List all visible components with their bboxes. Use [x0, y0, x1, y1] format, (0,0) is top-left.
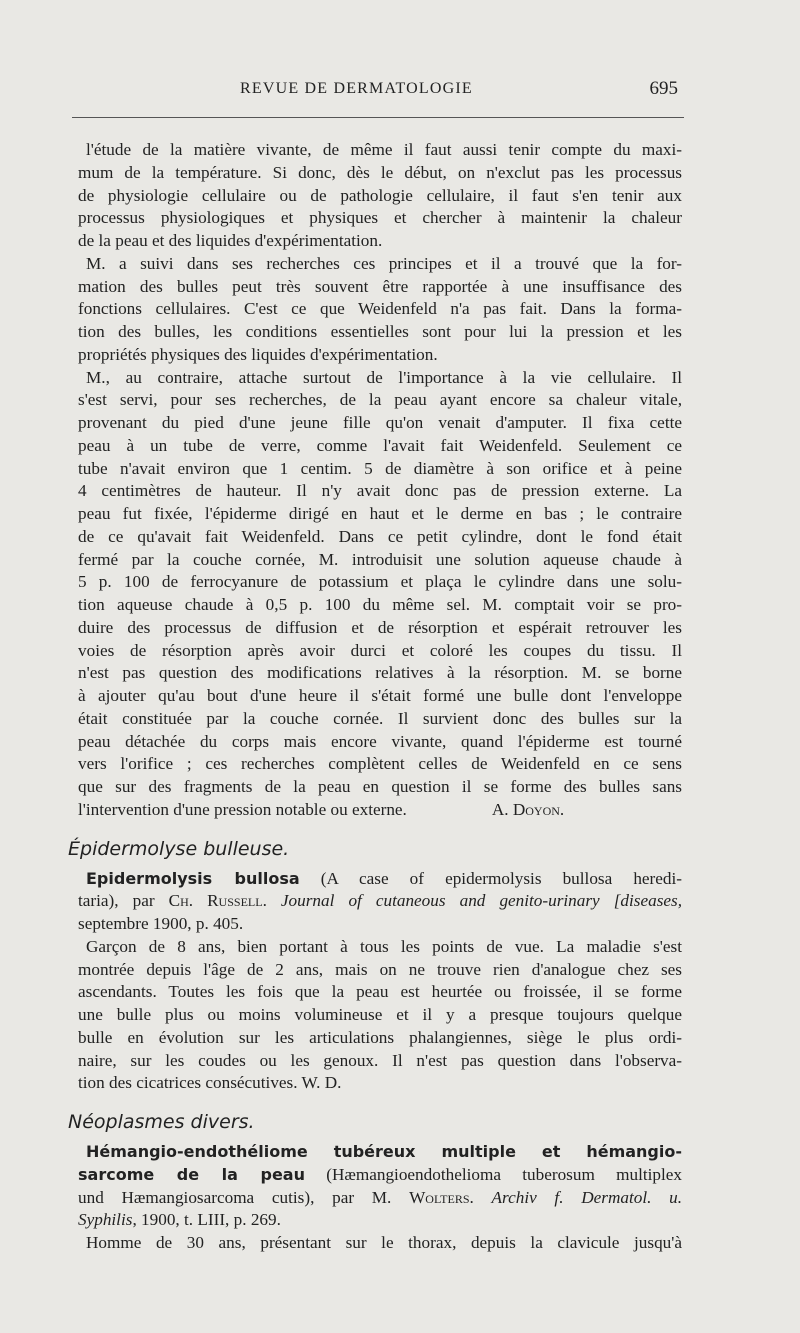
text-line: tube n'avait environ que 1 centim. 5 de diamètre à son orifice et à peine	[78, 458, 682, 478]
text-line: de ce qu'avait fait Weidenfeld. Dans ce petit cylindre, dont le fond était	[78, 526, 682, 546]
article-title: Hémangio-endothéliome tubéreux multiple et hémangio-	[86, 1142, 682, 1161]
journal-reference: Journal of cutaneous and genito-urinary [diseases,	[280, 891, 683, 911]
text-line: provenant du pied d'une jeune fille qu'on venait d'amputer. Il fixa cette	[78, 413, 682, 432]
text-line: à ajouter qu'au bout d'une heure il s'était formé une bulle dont l'enveloppe	[78, 686, 682, 705]
text-line: 5 p. 100 de ferrocyanure de potassium et plaça le cylindre dans une solu-	[78, 572, 682, 592]
text-line: n'est pas question des modifications relatives à la résorption. M. se borne	[78, 663, 682, 683]
text-run: (A case of epidermolysis bullosa heredi-	[299, 868, 682, 888]
article-title: sarcome de la peau	[78, 1164, 305, 1184]
text-line	[78, 1164, 682, 1187]
text-run: l'intervention d'une pression notable ou externe. A.	[78, 799, 513, 819]
journal-reference: Archiv f. Dermatol. u.	[491, 1187, 683, 1207]
paragraph	[78, 253, 682, 367]
text-line: peau détachée du corps mais encore vivante, quand l'épiderme est tourné	[78, 731, 682, 751]
paragraph	[78, 868, 682, 936]
paragraph	[78, 367, 682, 822]
text-line: une bulle plus ou moins volumineuse et il y a presque toujours quelque	[78, 1005, 682, 1024]
text-line: ascendants. Toutes les fois que la peau est heurtée ou froissée, il se forme	[78, 982, 682, 1002]
running-title: REVUE DE DERMATOLOGIE	[240, 80, 473, 97]
text-line: Homme de 30 ans, présentant sur le thorax, depuis la clavicule jusqu'à	[86, 1233, 682, 1252]
page-number: 695	[649, 78, 678, 99]
text-line	[78, 868, 682, 891]
author-name: Doyon	[512, 799, 560, 819]
text-line: de la peau et des liquides d'expérimentation.	[78, 231, 383, 250]
text-line: s'est servi, pour ses recherches, de la peau ayant encore sa chaleur vitale,	[78, 390, 682, 410]
text-run: .	[262, 891, 281, 911]
author-name: Wolters	[409, 1187, 470, 1207]
text-line: mation des bulles peut très souvent être rapportée à une insuffisance des	[78, 276, 682, 296]
text-line: fermé par la couche cornée, M. introduisit une solution aqueuse chaude à	[78, 549, 682, 569]
paragraph	[78, 139, 682, 253]
text-line: était constituée par la couche cornée. Il survient donc des bulles sur la	[78, 708, 682, 728]
text-line	[78, 1141, 682, 1164]
text-line: propriétés physiques des liquides d'expérimentation.	[78, 344, 438, 364]
paragraph	[78, 1141, 682, 1232]
text-line: bulle en évolution sur les articulations phalangiennes, siège le plus ordi-	[78, 1027, 682, 1047]
section-heading: Épidermolyse bulleuse.	[68, 837, 290, 860]
page-body	[68, 139, 683, 1255]
text-line: duire des processus de diffusion et de résorption et espérait retrouver les	[78, 617, 682, 637]
running-header	[78, 78, 680, 102]
text-line: l'étude de la matière vivante, de même il faut aussi tenir compte du maxi-	[86, 140, 682, 159]
text-line: mum de la température. Si donc, dès le début, on n'exclut pas les processus	[78, 162, 682, 182]
text-line: naire, sur les coudes ou les genoux. Il n'est pas question dans l'observa-	[78, 1050, 682, 1070]
text-line: septembre 1900, p. 405.	[78, 914, 244, 933]
text-line: montrée depuis l'âge de 2 ans, mais on ne trouve rien d'analogue chez ses	[78, 959, 682, 979]
header-rule	[72, 117, 684, 118]
text-line	[78, 1209, 682, 1232]
text-line: M., au contraire, attache surtout de l'importance à la vie cellulaire. Il	[86, 367, 682, 387]
text-line: peau fut fixée, l'épiderme dirigé en haut et le derme en bas ; le contraire	[78, 504, 682, 523]
author-name: Ch. Russell	[168, 891, 263, 911]
text-line	[78, 799, 682, 822]
text-line: tion des cicatrices consécutives. W. D.	[78, 1073, 342, 1093]
text-line: Garçon de 8 ans, bien portant à tous les points de vue. La maladie s'est	[86, 936, 682, 956]
text-run: , 1900, t. LIII, p. 269.	[132, 1210, 281, 1230]
text-line: voies de résorption après avoir durci et coloré les coupes du tissu. Il	[78, 640, 682, 660]
text-line: M. a suivi dans ses recherches ces principes et il a trouvé que la for-	[86, 253, 682, 273]
text-run: (Hæmangioendothelioma tuberosum multiplex	[304, 1164, 682, 1184]
text-line: peau à un tube de verre, comme l'avait fait Weidenfeld. Seulement ce	[78, 435, 682, 455]
text-line	[78, 1187, 682, 1210]
paragraph	[78, 1232, 682, 1255]
text-line: de physiologie cellulaire ou de pathologie cellulaire, il faut s'en tenir aux	[78, 185, 682, 205]
text-run: und Hæmangiosarcoma cutis), par M.	[78, 1187, 410, 1207]
paragraph	[78, 936, 682, 1095]
text-line: que sur des fragments de la peau en question il se forme des bulles sans	[78, 777, 682, 796]
text-run: .	[559, 799, 565, 819]
article-title: Epidermolysis bullosa	[86, 868, 300, 888]
text-line: 4 centimètres de hauteur. Il n'y avait donc pas de pression externe. La	[78, 481, 682, 501]
text-run: taria), par	[78, 891, 169, 911]
journal-reference: Syphilis	[78, 1210, 133, 1230]
section-heading: Néoplasmes divers.	[68, 1111, 255, 1133]
text-line: tion des bulles, les conditions essentielles sont pour lui la pression et les	[78, 322, 682, 341]
text-line: tion aqueuse chaude à 0,5 p. 100 du même sel. M. comptait voir se pro-	[78, 595, 682, 614]
text-line	[78, 890, 682, 913]
text-line: vers l'orifice ; ces recherches complètent celles de Weidenfeld en ce sens	[78, 754, 682, 774]
text-line: fonctions cellulaires. C'est ce que Weidenfeld n'a pas fait. Dans la forma-	[78, 299, 682, 319]
text-run: .	[469, 1187, 492, 1207]
text-line: processus physiologiques et physiques et chercher à maintenir la chaleur	[78, 208, 682, 228]
